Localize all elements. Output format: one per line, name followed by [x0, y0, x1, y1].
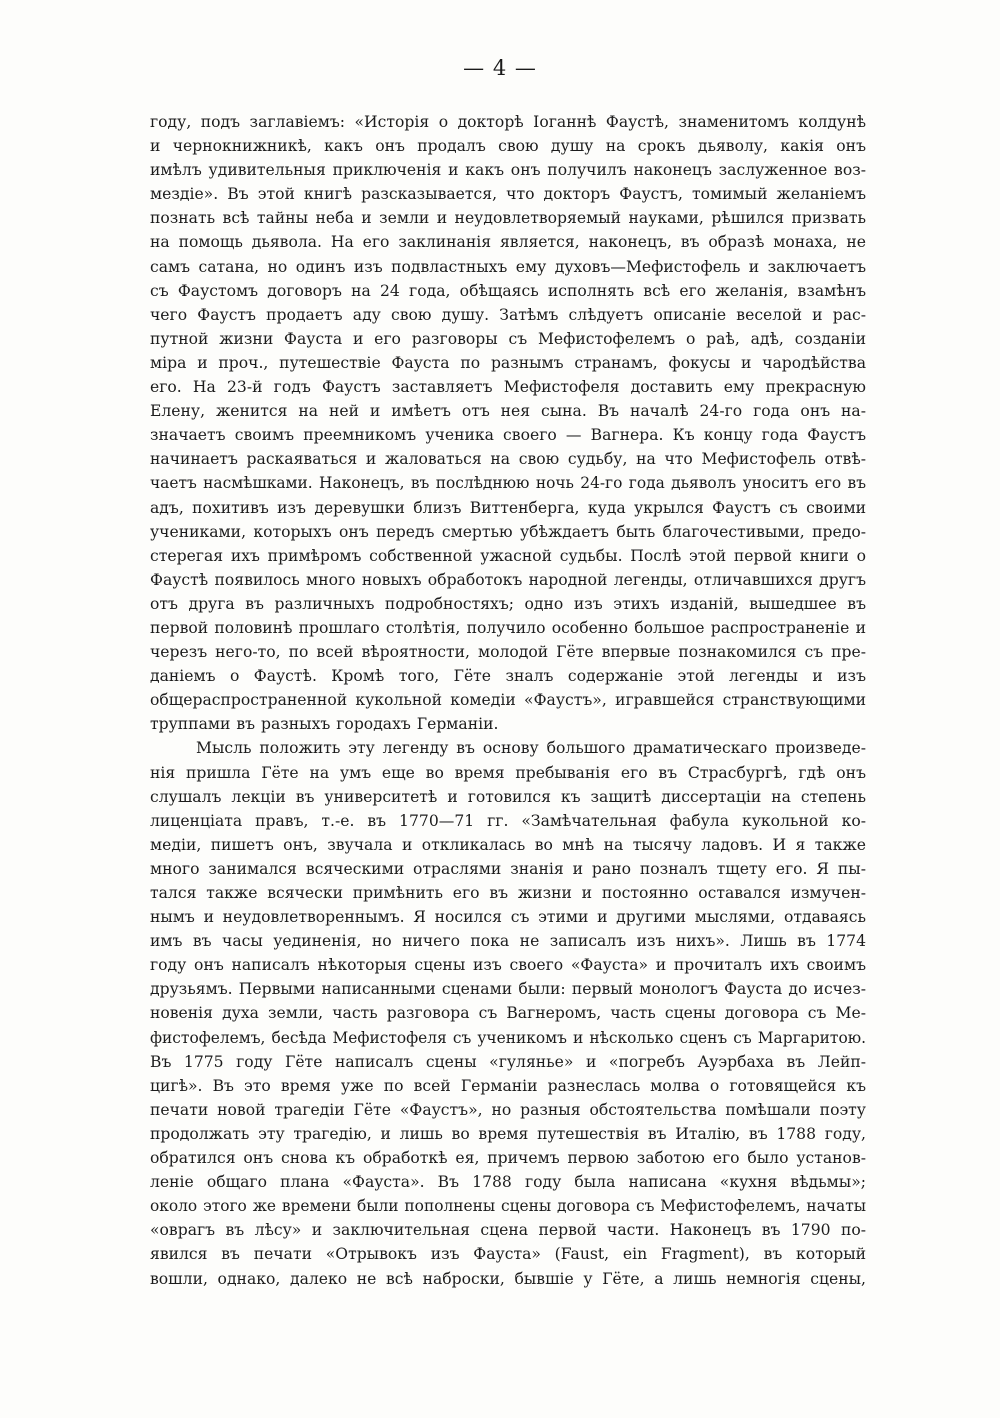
text-line: на помощь дьявола. На его заклинанія является, наконецъ, въ образѣ монаха, не — [150, 233, 866, 252]
page-number: — 4 — — [463, 56, 537, 80]
text-line: нія пришла Гёте на умъ еще во время пребыванія его въ Страсбургѣ, гдѣ онъ — [150, 763, 866, 782]
text-line: черезъ него-то, по всей вѣроятности, молодой Гёте впервые познакомился съ пре- — [150, 643, 866, 662]
text-line: труппами въ разныхъ городахъ Германіи. — [150, 715, 499, 734]
text-line: Фаустѣ появилось много новыхъ обработокъ народной легенды, отличавшихся другъ — [150, 570, 866, 589]
text-line: мездіе». Въ этой книгѣ разсказывается, что докторъ Фаустъ, томимый желаніемъ — [150, 185, 866, 204]
text-line: много занимался всяческими отраслями знанія и рано позналъ тщету его. Я пы- — [150, 859, 866, 878]
text-line: отъ друга въ различныхъ подробностяхъ; одно изъ этихъ изданій, вышедшее въ — [150, 594, 866, 613]
text-line: фистофелемъ, бесѣда Мефистофеля съ ученикомъ и нѣсколько сценъ съ Маргаритою. — [150, 1028, 866, 1047]
text-line: чаетъ насмѣшками. Наконецъ, въ послѣднюю ночь 24-го года дьяволъ уноситъ его въ — [150, 474, 866, 493]
text-line: медіи, пишетъ онъ, звучала и откликалась во мнѣ на тысячу ладовъ. И я также — [150, 835, 866, 854]
text-line: даніемъ о Фаустѣ. Кромѣ того, Гёте зналъ содержаніе этой легенды и изъ — [150, 667, 866, 686]
text-line: имъ въ часы уединенія, но ничего пока не записалъ изъ нихъ». Лишь въ 1774 — [150, 932, 866, 951]
text-line: міра и проч., путешествіе Фауста по разнымъ странамъ, фокусы и чародѣйства — [150, 353, 866, 372]
text-line: Мысль положить эту легенду въ основу большого драматическаго произведе- — [196, 739, 866, 758]
text-line: лиценціата правъ, т.-е. въ 1770—71 гг. «Замѣчательная фабула кукольной ко- — [150, 811, 866, 830]
text-line: обратился онъ снова къ обработкѣ ея, причемъ первою заботою его было установ- — [150, 1149, 866, 1168]
text-line: его. На 23-й годъ Фаустъ заставляетъ Мефистофеля доставить ему прекрасную — [150, 378, 866, 397]
text-line: году, подъ заглавіемъ: «Исторія о докторѣ Іоганнѣ Фаустѣ, знаменитомъ колдунѣ — [150, 113, 866, 131]
text-line: вошли, однако, далеко не всѣ наброски, бывшіе у Гёте, а лишь немногія сцены, — [150, 1269, 866, 1288]
text-line: слушалъ лекціи въ университетѣ и готовился къ защитѣ диссертаціи на степень — [150, 787, 866, 806]
text-line: явился въ печати «Отрывокъ изъ Фауста» (Faust, ein Fragment), въ который — [150, 1245, 866, 1264]
text-line: новенія духа земли, часть разговора съ Вагнеромъ, часть сцены договора съ Ме- — [150, 1004, 866, 1023]
text-line: первой половинѣ прошлаго столѣтія, получило особенно большое распространеніе и — [150, 618, 866, 637]
text-line: Въ 1775 году Гёте написалъ сцены «гулянье» и «погребъ Ауэрбаха въ Лейп- — [150, 1052, 866, 1071]
text-line: начинаетъ раскаяваться и жаловаться на свою судьбу, на что Мефистофель отвѣ- — [150, 450, 866, 469]
text-line: печати новой трагедіи Гёте «Фаустъ», но разныя обстоятельства помѣшали поэту — [150, 1100, 866, 1119]
text-line: продолжать эту трагедію, и лишь во время путешествія въ Италію, въ 1788 году, — [150, 1124, 866, 1143]
text-line: стерегая ихъ примѣромъ собственной ужасной судьбы. Послѣ этой первой книги о — [150, 546, 866, 565]
text-line: «оврагъ въ лѣсу» и заключительная сцена первой части. Наконецъ въ 1790 по- — [150, 1221, 866, 1240]
text-line: имѣлъ удивительныя приключенія и какъ онъ получилъ наконецъ заслуженное воз- — [150, 161, 866, 180]
text-line: около этого же времени были пополнены сцены договора съ Мефистофелемъ, начаты — [150, 1197, 866, 1216]
text-line: познать всѣ тайны неба и земли и неудовлетворяемый науками, рѣшился призвать — [150, 209, 866, 228]
text-line: съ Фаустомъ договоръ на 24 года, обѣщаясь исполнять всѣ его желанія, взамѣнъ — [150, 281, 866, 300]
text-line: самъ сатана, но одинъ изъ подвластныхъ ему духовъ—Мефистофель и заключаетъ — [150, 257, 866, 276]
text-line: друзьямъ. Первыми написанными сценами были: первый монологъ Фауста до исчез- — [150, 980, 866, 999]
text-line: и чернокнижникѣ, какъ онъ продалъ свою душу на срокъ дьяволу, какія онъ — [150, 137, 866, 156]
text-line: нымъ и неудовлетвореннымъ. Я носился съ этими и другими мыслями, отдаваясь — [150, 908, 866, 927]
paragraph — [150, 110, 866, 736]
text-line: году онъ написалъ нѣкоторыя сцены изъ своего «Фауста» и прочиталъ ихъ своимъ — [150, 956, 866, 975]
text-line: Елену, женится на ней и имѣетъ отъ нея сына. Въ началѣ 24-го года онъ на- — [150, 402, 866, 421]
body-text — [150, 110, 866, 1291]
text-line: значаетъ своимъ преемникомъ ученика своего — Вагнера. Къ концу года Фаустъ — [150, 426, 866, 445]
text-line: общераспространенной кукольной комедіи «Фаустъ», игравшейся странствующими — [150, 691, 866, 710]
text-line: чего Фаустъ продаетъ аду свою душу. Затѣмъ слѣдуетъ описаніе веселой и рас- — [150, 305, 866, 324]
text-line: путной жизни Фауста и его разговоры съ Мефистофелемъ о раѣ, адѣ, созданіи — [150, 329, 866, 348]
text-line: учениками, которыхъ онъ передъ смертью убѣждаетъ быть благочестивыми, предо- — [150, 522, 866, 541]
text-line: цигѣ». Въ это время уже по всей Германіи разнеслась молва о готовящейся къ — [150, 1076, 866, 1095]
paragraph — [150, 736, 866, 1290]
text-line: адъ, похитивъ изъ деревушки близъ Виттенберга, куда укрылся Фаустъ съ своими — [150, 498, 866, 517]
text-line: леніе общаго плана «Фауста». Въ 1788 году была написана «кухня вѣдьмы»; — [150, 1173, 866, 1192]
text-line: тался также всячески примѣнить его въ жизни и постоянно оставался измучен- — [150, 884, 866, 902]
